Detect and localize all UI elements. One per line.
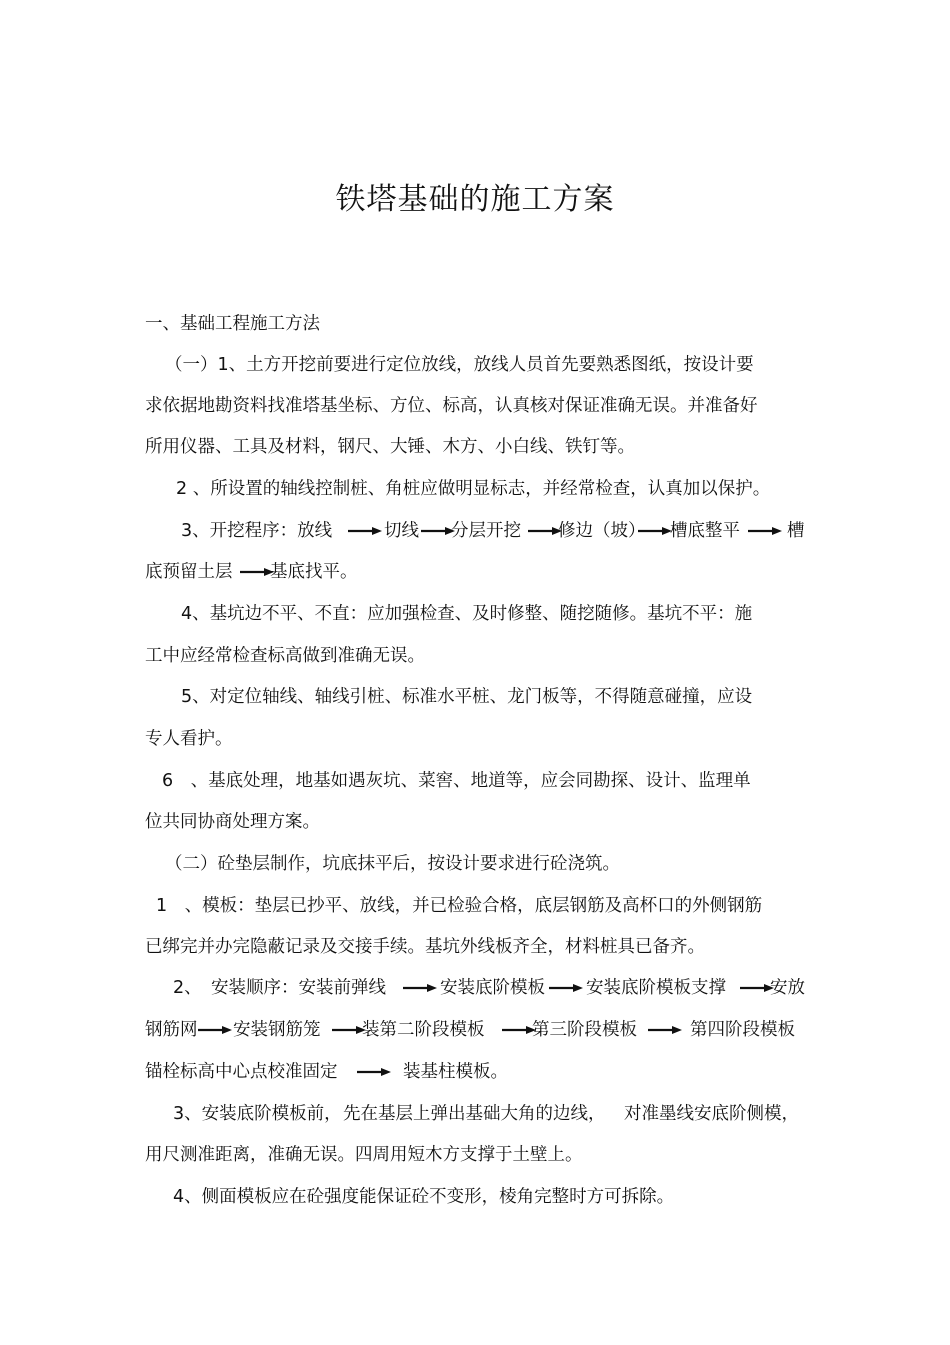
flow-step: 装基柱模板。 <box>403 1062 508 1082</box>
flow-step: 槽 <box>787 521 805 541</box>
arrow-right-icon <box>403 983 437 993</box>
arrow-right-icon <box>198 1025 232 1035</box>
line-text: 求依据地勘资料找准塔基坐标、方位、标高，认真核对保证准确无误。并准备好 <box>145 396 758 416</box>
arrow-right-icon <box>549 983 583 993</box>
line-text: 已绑完并办完隐蔽记录及交接手续。基坑外线板齐全，材料桩具已备齐。 <box>145 937 705 957</box>
line-text: 用尺测准距离，准确无误。四周用短木方支撑于土壁上。 <box>145 1145 583 1165</box>
flow-step: 分层开挖 <box>451 521 521 541</box>
line-text: （一）1、土方开挖前要进行定位放线，放线人员首先要熟悉图纸，按设计要 <box>165 355 754 375</box>
flow-step: 锚栓标高中心点校准固定 <box>145 1062 338 1082</box>
section-heading-text: 一、基础工程施工方法 <box>145 314 320 334</box>
flow-step: 切线 <box>384 521 419 541</box>
flow-step: 安装顺序：安装前弹线 <box>211 978 386 998</box>
flow-step: 底预留土层 <box>145 562 233 582</box>
arrow-right-icon <box>421 526 455 536</box>
arrow-right-icon <box>528 526 562 536</box>
line-text: 6 、基底处理，地基如遇灰坑、菜窖、地道等，应会同勘探、设计、监理单 <box>162 771 751 791</box>
arrow-right-icon <box>740 983 774 993</box>
flow-step: 第四阶段模板 <box>690 1020 795 1040</box>
flow-step: 2、 <box>173 978 202 998</box>
flow-step: 3、开挖程序：放线 <box>181 521 333 541</box>
arrow-right-icon <box>357 1067 391 1077</box>
line-text: 5、对定位轴线、轴线引桩、标准水平桩、龙门板等，不得随意碰撞，应设 <box>181 687 753 707</box>
flow-step: 安装钢筋笼 <box>233 1020 321 1040</box>
flow-step: 装第二阶段模板 <box>362 1020 485 1040</box>
flow-step: 安放 <box>770 978 805 998</box>
line-text: 4、基坑边不平、不直：应加强检查、及时修整、随挖随修。基坑不平：施 <box>181 604 753 624</box>
arrow-right-icon <box>502 1025 536 1035</box>
arrow-right-icon <box>748 526 782 536</box>
line-text: 2 、所设置的轴线控制桩、角桩应做明显标志，并经常检查，认真加以保护。 <box>176 479 771 499</box>
flow-step: 修边（坡） <box>558 521 646 541</box>
flow-step: 安装底阶模板 <box>440 978 545 998</box>
arrow-right-icon <box>638 526 672 536</box>
document-title: 铁塔基础的施工方案 <box>335 182 615 217</box>
flow-step: 安装底阶模板支撑 <box>586 978 726 998</box>
line-text: 1 、模板：垫层已抄平、放线，并已检验合格，底层钢筋及高杯口的外侧钢筋 <box>156 896 763 916</box>
line-text: 位共同协商处理方案。 <box>145 812 320 832</box>
arrow-right-icon <box>648 1025 682 1035</box>
arrow-right-icon <box>332 1025 366 1035</box>
flow-step: 槽底整平 <box>670 521 740 541</box>
flow-step: 钢筋网 <box>145 1020 198 1040</box>
arrow-right-icon <box>348 526 382 536</box>
line-text: 对准墨线安底阶侧模， <box>624 1104 799 1124</box>
line-text: 专人看护。 <box>145 729 233 749</box>
arrow-right-icon <box>240 567 274 577</box>
line-text: （二）砼垫层制作，坑底抹平后，按设计要求进行砼浇筑。 <box>165 854 620 874</box>
flow-step: 第三阶段模板 <box>532 1020 637 1040</box>
flow-step: 基底找平。 <box>270 562 358 582</box>
line-text: 4、侧面模板应在砼强度能保证砼不变形，棱角完整时方可拆除。 <box>173 1187 675 1207</box>
line-text: 3、安装底阶模板前， <box>173 1104 342 1124</box>
line-text: 所用仪器、工具及材料，钢尺、大锤、木方、小白线、铁钉等。 <box>145 437 635 457</box>
line-text: 先在基层上弹出基础大角的边线， <box>343 1104 606 1124</box>
line-text: 工中应经常检查标高做到准确无误。 <box>145 646 425 666</box>
